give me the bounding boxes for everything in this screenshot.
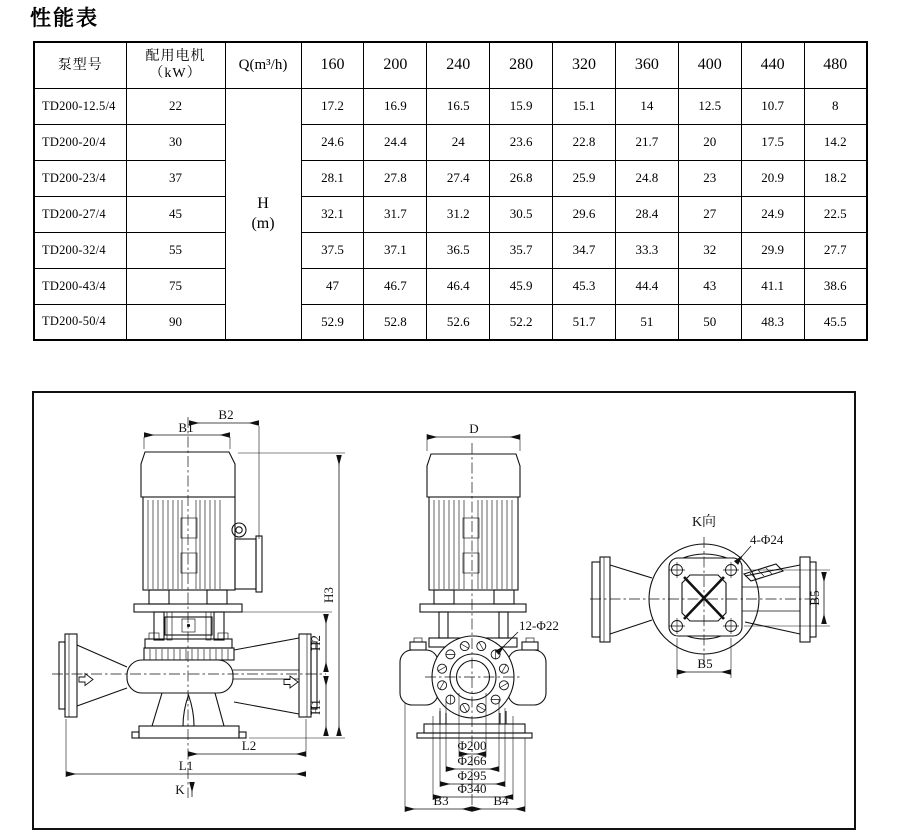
cell-value: 20.9 <box>741 160 804 196</box>
cell-value: 52.6 <box>427 304 490 340</box>
table-row <box>34 124 867 160</box>
col-header-360: 360 <box>615 42 678 88</box>
cell-value: 15.1 <box>553 88 616 124</box>
cell-value: 24.4 <box>364 124 427 160</box>
dim-label-dia340: Φ340 <box>457 781 487 796</box>
cell-value: 32.1 <box>301 196 364 232</box>
cell-power: 37 <box>126 160 225 196</box>
cell-value: 27.7 <box>804 232 867 268</box>
col-header-motor <box>126 42 225 88</box>
cell-value: 24.9 <box>741 196 804 232</box>
cell-value: 16.9 <box>364 88 427 124</box>
cell-value: 22.8 <box>553 124 616 160</box>
cell-value: 16.5 <box>427 88 490 124</box>
dim-label-dia266: Φ266 <box>457 753 487 768</box>
cell-model: TD200-27/4 <box>34 196 126 232</box>
k-direction-view <box>590 514 830 678</box>
cell-value: 20 <box>678 124 741 160</box>
page-title: 性能表 <box>30 7 99 30</box>
cell-value: 14 <box>615 88 678 124</box>
dim-label-b5-horizontal: B5 <box>697 656 713 671</box>
dim-label-h3: H3 <box>321 587 336 603</box>
cell-value: 14.2 <box>804 124 867 160</box>
cell-value: 33.3 <box>615 232 678 268</box>
col-header-flow: Q(m³/h) <box>225 42 301 88</box>
cell-value: 43 <box>678 268 741 304</box>
cell-value: 27.4 <box>427 160 490 196</box>
table-row <box>34 232 867 268</box>
col-header-400: 400 <box>678 42 741 88</box>
cell-value: 38.6 <box>804 268 867 304</box>
dim-label-b2: B2 <box>218 407 234 422</box>
table-row <box>34 304 867 340</box>
dim-label-h1: H1 <box>308 699 323 715</box>
cell-model: TD200-23/4 <box>34 160 126 196</box>
view-direction-label-k: K <box>175 782 185 797</box>
cell-value: 41.1 <box>741 268 804 304</box>
view-title-k: K向 <box>691 515 717 530</box>
cell-value: 46.4 <box>427 268 490 304</box>
cell-value: 37.1 <box>364 232 427 268</box>
bolt-callout-label: 12-Φ22 <box>519 618 559 633</box>
flow-arrow-icon <box>284 676 298 688</box>
cell-value: 15.9 <box>490 88 553 124</box>
performance-table <box>33 41 868 341</box>
cell-value: 24.8 <box>615 160 678 196</box>
table-row <box>34 196 867 232</box>
cell-value: 36.5 <box>427 232 490 268</box>
cell-value: 52.9 <box>301 304 364 340</box>
cell-value: 27.8 <box>364 160 427 196</box>
cell-value: 27 <box>678 196 741 232</box>
col-header-model: 泵型号 <box>34 42 126 88</box>
cell-value: 48.3 <box>741 304 804 340</box>
cell-head-unit <box>225 88 301 340</box>
cell-value: 32 <box>678 232 741 268</box>
dim-label-b3: B3 <box>433 793 449 808</box>
cell-model: TD200-12.5/4 <box>34 88 126 124</box>
cell-value: 8 <box>804 88 867 124</box>
cell-value: 22.5 <box>804 196 867 232</box>
cell-value: 17.2 <box>301 88 364 124</box>
cell-value: 31.2 <box>427 196 490 232</box>
cell-value: 29.9 <box>741 232 804 268</box>
col-header-480: 480 <box>804 42 867 88</box>
cell-power: 55 <box>126 232 225 268</box>
cell-value: 30.5 <box>490 196 553 232</box>
cell-value: 34.7 <box>553 232 616 268</box>
cell-value: 26.8 <box>490 160 553 196</box>
cell-value: 46.7 <box>364 268 427 304</box>
cell-model: TD200-20/4 <box>34 124 126 160</box>
cell-model: TD200-32/4 <box>34 232 126 268</box>
cell-value: 23.6 <box>490 124 553 160</box>
cell-value: 50 <box>678 304 741 340</box>
dim-label-dia200: Φ200 <box>457 738 487 753</box>
col-header-motor-line1: 配用电机 <box>145 48 206 64</box>
front-view <box>400 421 559 812</box>
dim-label-l2: L2 <box>241 738 257 753</box>
cell-model: TD200-43/4 <box>34 268 126 304</box>
col-header-200: 200 <box>364 42 427 88</box>
col-header-motor-line2: （kW） <box>149 66 202 82</box>
col-header-320: 320 <box>553 42 616 88</box>
cell-value: 47 <box>301 268 364 304</box>
cell-value: 29.6 <box>553 196 616 232</box>
col-header-240: 240 <box>427 42 490 88</box>
cell-value: 52.8 <box>364 304 427 340</box>
cell-model: TD200-50/4 <box>34 304 126 340</box>
cell-value: 44.4 <box>615 268 678 304</box>
dim-label-l1: L1 <box>178 758 194 773</box>
dimension-drawing <box>32 391 856 830</box>
cell-value: 31.7 <box>364 196 427 232</box>
cell-value: 37.5 <box>301 232 364 268</box>
cell-power: 45 <box>126 196 225 232</box>
cell-power: 30 <box>126 124 225 160</box>
cell-value: 17.5 <box>741 124 804 160</box>
cell-value: 25.9 <box>553 160 616 196</box>
table-row <box>34 268 867 304</box>
col-header-440: 440 <box>741 42 804 88</box>
col-header-160: 160 <box>301 42 364 88</box>
bolt-callout-label: 4-Φ24 <box>750 532 784 547</box>
cell-power: 22 <box>126 88 225 124</box>
dim-label-b1: B1 <box>178 420 194 435</box>
col-header-280: 280 <box>490 42 553 88</box>
dim-label-b4: B4 <box>493 793 509 808</box>
cell-value: 12.5 <box>678 88 741 124</box>
cell-value: 45.3 <box>553 268 616 304</box>
dim-label-h2: H2 <box>308 635 323 651</box>
flow-arrow-icon <box>79 674 93 686</box>
cell-value: 52.2 <box>490 304 553 340</box>
cell-power: 90 <box>126 304 225 340</box>
cell-power: 75 <box>126 268 225 304</box>
cell-value: 51.7 <box>553 304 616 340</box>
table-row <box>34 160 867 196</box>
cell-value: 45.9 <box>490 268 553 304</box>
head-unit-line1: H <box>257 194 269 212</box>
cell-value: 18.2 <box>804 160 867 196</box>
head-unit-line2: (m) <box>251 214 275 232</box>
cell-value: 35.7 <box>490 232 553 268</box>
pump-outline-drawing <box>34 393 854 828</box>
cell-value: 24.6 <box>301 124 364 160</box>
cell-value: 28.1 <box>301 160 364 196</box>
side-view <box>52 407 345 798</box>
cell-value: 24 <box>427 124 490 160</box>
header-row <box>34 42 867 88</box>
cell-value: 10.7 <box>741 88 804 124</box>
cell-value: 23 <box>678 160 741 196</box>
cell-value: 45.5 <box>804 304 867 340</box>
dim-label-b5-vertical: B5 <box>807 590 822 606</box>
table-row <box>34 88 867 124</box>
dim-label-dia295: Φ295 <box>457 768 487 783</box>
dim-label-d: D <box>469 421 479 436</box>
cell-value: 51 <box>615 304 678 340</box>
cell-value: 21.7 <box>615 124 678 160</box>
cell-value: 28.4 <box>615 196 678 232</box>
